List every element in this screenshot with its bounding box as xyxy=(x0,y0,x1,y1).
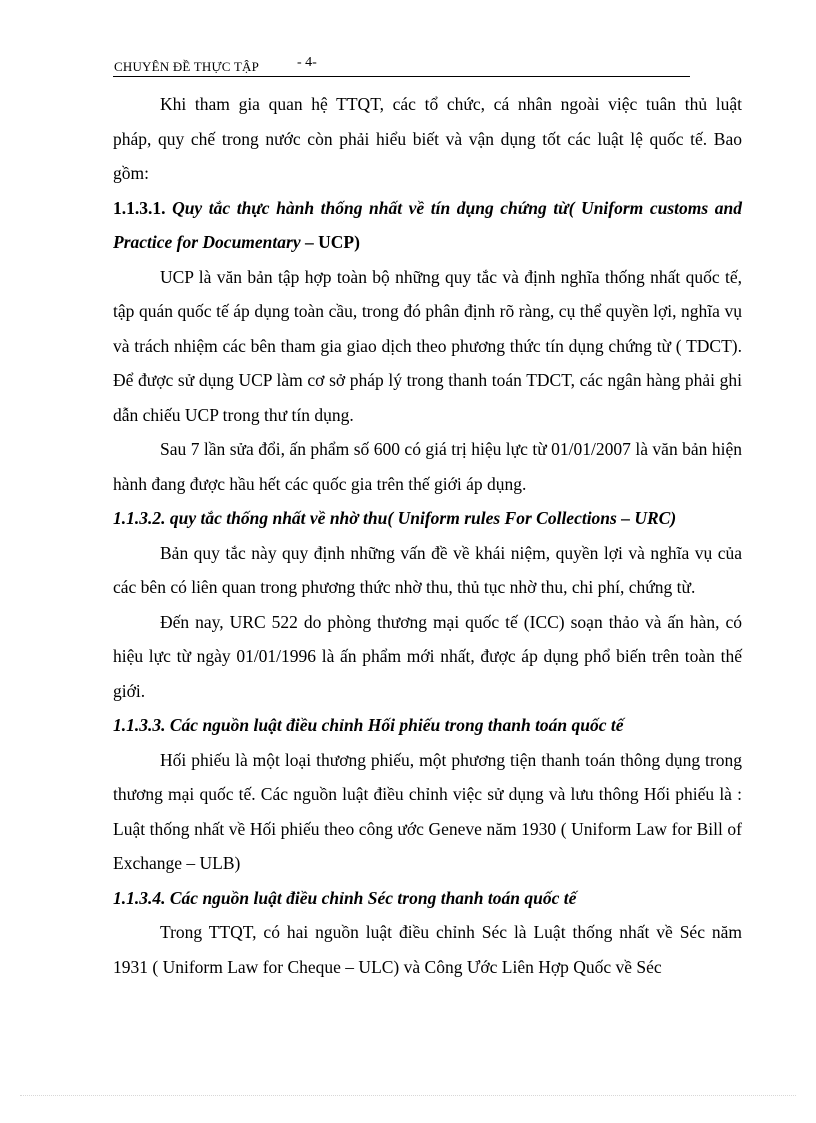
section-heading-1-1-3-4: 1.1.3.4. Các nguồn luật điều chỉnh Séc trong thanh toán quốc tế xyxy=(113,887,577,908)
cheque-paragraph: Trong TTQT, có hai nguồn luật điều chỉnh Séc là Luật thống nhất về Séc năm 1931 ( Uniform Law for Cheque – ULC) và Công Ước Liên Hợp Quốc về Séc xyxy=(113,922,742,977)
urc-paragraph-1: Bản quy tắc này quy định những vấn đề về khái niệm, quyền lợi và nghĩa vụ của các bên có liên quan trong phương thức nhờ thu, thủ tục nhờ thu, chi phí, chứng từ. xyxy=(113,542,742,597)
section-heading-1-1-3-3: 1.1.3.3. Các nguồn luật điều chỉnh Hối phiếu trong thanh toán quốc tế xyxy=(113,715,624,735)
footer-divider xyxy=(20,1095,796,1096)
bill-of-exchange-paragraph: Hối phiếu là một loại thương phiếu, một phương tiện thanh toán thông dụng trong thương mại quốc tế. Các nguồn luật điều chỉnh việc sử dụng và lưu thông Hối phiếu là : Luật thống nhất về Hối phiếu theo công ước Geneve năm 1930 ( Uniform Law for Bill of Exchange – ULB) xyxy=(113,749,742,873)
intro-paragraph: Khi tham gia quan hệ TTQT, các tổ chức, cá nhân ngoài việc tuân thủ luật pháp, quy chế trong nước còn phải hiểu biết và vận dụng tốt các luật lệ quốc tế. Bao gồm: xyxy=(113,94,742,183)
page-header xyxy=(113,56,690,77)
document-body xyxy=(113,87,742,984)
section-heading-1-1-3-1 xyxy=(113,191,742,260)
section-title-suffix: – UCP) xyxy=(300,232,360,252)
section-title: Quy tắc thực hành thống nhất về tín dụng chứng từ( Uniform customs and Practice for Documentary xyxy=(113,197,742,252)
section-number: 1.1.3.1. xyxy=(113,197,166,218)
page-number: - 4- xyxy=(297,55,317,70)
ucp-paragraph-1: UCP là văn bản tập hợp toàn bộ những quy tắc và định nghĩa thống nhất quốc tế, tập quán quốc tế áp dụng toàn cầu, trong đó phân định rõ ràng, cụ thể quyền lợi, nghĩa vụ và trách nhiệm các bên tham gia giao dịch theo phương thức tín dụng chứng từ ( TDCT). Để được sử dụng UCP làm cơ sở pháp lý trong thanh toán TDCT, các ngân hàng phải ghi dẫn chiếu UCP trong thư tín dụng. xyxy=(113,266,742,425)
section-heading-1-1-3-2: 1.1.3.2. quy tắc thống nhất về nhờ thu( Uniform rules For Collections – URC) xyxy=(113,508,677,528)
ucp-paragraph-2: Sau 7 lần sửa đổi, ấn phẩm số 600 có giá trị hiệu lực từ 01/01/2007 là văn bản hiện hành đang được hầu hết các quốc gia trên thế giới áp dụng. xyxy=(113,439,742,494)
header-title: CHUYÊN ĐỀ THỰC TẬP xyxy=(114,59,260,74)
urc-paragraph-2: Đến nay, URC 522 do phòng thương mại quốc tế (ICC) soạn thảo và ấn hàn, có hiệu lực từ ngày 01/01/1996 là ấn phẩm mới nhất, được áp dụng phổ biến trên toàn thế giới. xyxy=(113,611,742,701)
